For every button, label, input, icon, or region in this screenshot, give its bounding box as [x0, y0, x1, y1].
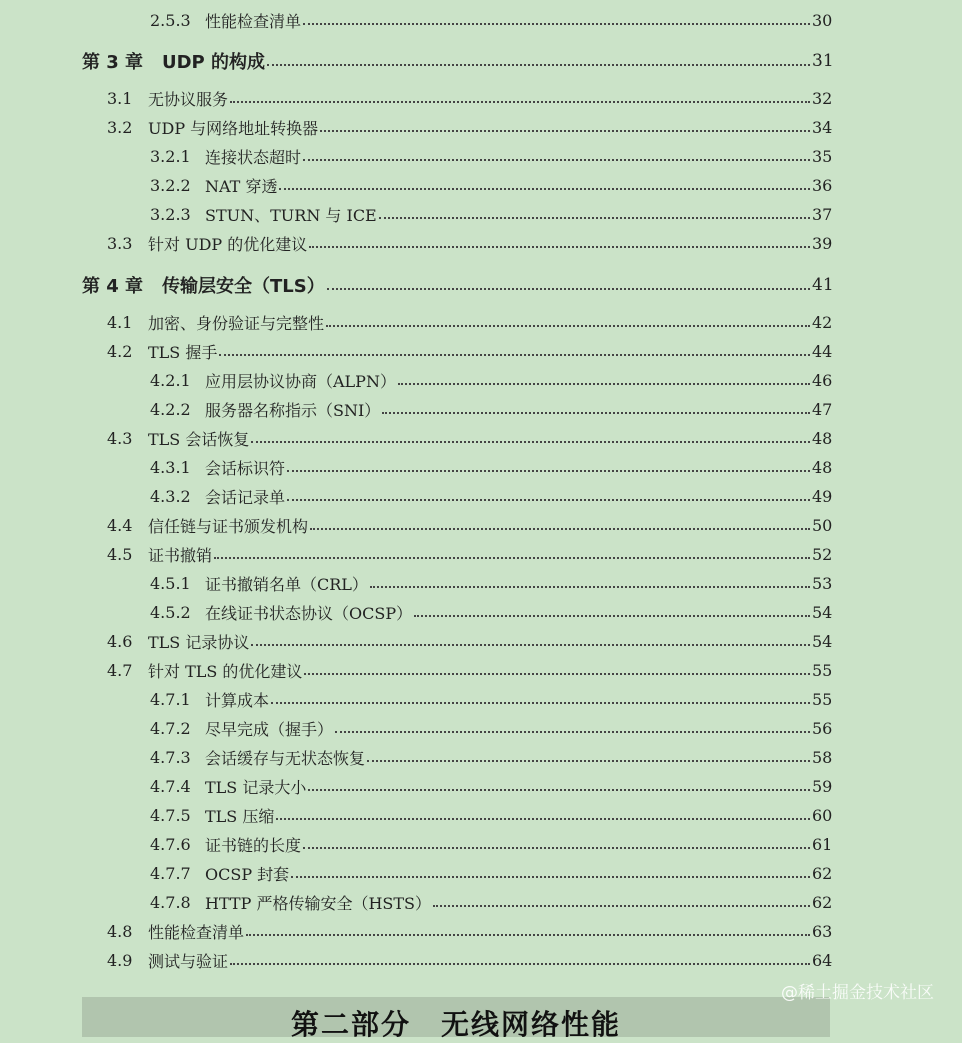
- toc-leader-dots: [310, 526, 810, 530]
- toc-leader-dots: [287, 497, 810, 501]
- toc-row[interactable]: [0, 173, 962, 197]
- toc-row[interactable]: [0, 861, 962, 885]
- toc-title: UDP 与网络地址转换器: [148, 118, 319, 138]
- toc-page-number: 62: [812, 863, 833, 883]
- toc-title: TLS 会话恢复: [148, 429, 250, 449]
- toc-title: 证书撤销名单（CRL）: [205, 574, 368, 594]
- toc-row[interactable]: [0, 202, 962, 226]
- toc-row[interactable]: [0, 455, 962, 479]
- toc-leader-dots: [308, 787, 810, 791]
- toc-number: 3.3: [107, 233, 133, 253]
- toc-title: 在线证书状态协议（OCSP）: [205, 603, 413, 623]
- toc-title: 传输层安全（TLS）: [162, 276, 325, 297]
- toc-leader-dots: [276, 816, 810, 820]
- toc-title: 测试与验证: [148, 951, 229, 971]
- toc-title: HTTP 严格传输安全（HSTS）: [205, 893, 431, 913]
- toc-number: 4.7: [107, 660, 133, 680]
- toc-title: OCSP 封套: [205, 864, 290, 884]
- toc-row[interactable]: [0, 716, 962, 740]
- toc-number: 3.2.2: [150, 175, 191, 195]
- toc-row[interactable]: [0, 310, 962, 334]
- toc-row[interactable]: [0, 513, 962, 537]
- toc-row[interactable]: [0, 86, 962, 110]
- toc-page-number: 42: [812, 312, 833, 332]
- toc-page-number: 58: [812, 747, 833, 767]
- toc-number: 4.2.2: [150, 399, 191, 419]
- toc-leader-dots: [379, 215, 810, 219]
- toc-leader-dots: [433, 903, 810, 907]
- toc-title: 证书撤销: [148, 545, 213, 565]
- toc-number: 4.7.7: [150, 863, 191, 883]
- toc-title: TLS 记录协议: [148, 632, 250, 652]
- toc-number: 2.5.3: [150, 10, 191, 30]
- toc-number: 4.5.1: [150, 573, 191, 593]
- toc-page-number: 52: [812, 544, 833, 564]
- toc-page-number: 34: [812, 117, 833, 137]
- toc-number: 4.7.2: [150, 718, 191, 738]
- toc-leader-dots: [271, 700, 810, 704]
- toc-row[interactable]: [0, 484, 962, 508]
- toc-number: 4.2.1: [150, 370, 191, 390]
- toc-page-number: 30: [812, 10, 833, 30]
- toc-number: 第 3 章: [82, 52, 144, 73]
- toc-title: 会话标识符: [205, 458, 286, 478]
- watermark-text: @稀土掘金技术社区: [781, 983, 934, 1003]
- toc-page-number: 60: [812, 805, 833, 825]
- toc-number: 4.5.2: [150, 602, 191, 622]
- toc-number: 3.2.3: [150, 204, 191, 224]
- toc-row[interactable]: [0, 948, 962, 972]
- toc-row[interactable]: [0, 803, 962, 827]
- toc-page-number: 63: [812, 921, 833, 941]
- toc-chapter-row[interactable]: [0, 49, 962, 73]
- toc-page-number: 56: [812, 718, 833, 738]
- toc-number: 4.7.5: [150, 805, 191, 825]
- toc-leader-dots: [320, 128, 810, 132]
- toc-number: 4.7.1: [150, 689, 191, 709]
- toc-page-number: 55: [812, 689, 833, 709]
- toc-leader-dots: [304, 671, 810, 675]
- toc-row[interactable]: [0, 600, 962, 624]
- toc-leader-dots: [251, 642, 810, 646]
- toc-number: 3.2.1: [150, 146, 191, 166]
- toc-number: 4.5: [107, 544, 133, 564]
- toc-leader-dots: [370, 584, 810, 588]
- toc-number: 4.3: [107, 428, 133, 448]
- toc-row[interactable]: [0, 368, 962, 392]
- toc-leader-dots: [251, 439, 810, 443]
- toc-page-number: 48: [812, 428, 833, 448]
- toc-leader-dots: [246, 932, 810, 936]
- toc-number: 4.4: [107, 515, 133, 535]
- toc-leader-dots: [214, 555, 810, 559]
- toc-page-number: 61: [812, 834, 833, 854]
- toc-leader-dots: [335, 729, 810, 733]
- toc-title: TLS 记录大小: [205, 777, 307, 797]
- toc-title: TLS 压缩: [205, 806, 275, 826]
- toc-number: 4.3.1: [150, 457, 191, 477]
- toc-leader-dots: [303, 157, 810, 161]
- toc-page-number: 44: [812, 341, 833, 361]
- toc-row[interactable]: [0, 426, 962, 450]
- toc-row[interactable]: [0, 629, 962, 653]
- toc-number: 4.8: [107, 921, 133, 941]
- toc-leader-dots: [398, 381, 810, 385]
- toc-title: 会话记录单: [205, 487, 286, 507]
- toc-page-number: 37: [812, 204, 833, 224]
- toc-leader-dots: [219, 352, 810, 356]
- toc-row[interactable]: [0, 745, 962, 769]
- toc-title: 会话缓存与无状态恢复: [205, 748, 366, 768]
- toc-page-number: 39: [812, 233, 833, 253]
- toc-leader-dots: [327, 286, 810, 290]
- toc-row[interactable]: [0, 8, 962, 32]
- part-title: 第二部分 无线网络性能: [290, 1008, 621, 1041]
- toc-leader-dots: [303, 21, 810, 25]
- toc-row[interactable]: [0, 397, 962, 421]
- toc-leader-dots: [287, 468, 810, 472]
- toc-title: 性能检查清单: [148, 922, 245, 942]
- toc-number: 4.6: [107, 631, 133, 651]
- toc-title: TLS 握手: [148, 342, 218, 362]
- toc-page-number: 54: [812, 602, 833, 622]
- toc-title: 证书链的长度: [205, 835, 302, 855]
- toc-title: 服务器名称指示（SNI）: [205, 400, 381, 420]
- toc-title: 加密、身份验证与完整性: [148, 313, 325, 333]
- toc-title: 针对 UDP 的优化建议: [148, 234, 308, 254]
- toc-row[interactable]: [0, 687, 962, 711]
- toc-title: 信任链与证书颁发机构: [148, 516, 309, 536]
- toc-page-number: 62: [812, 892, 833, 912]
- toc-page-number: 47: [812, 399, 833, 419]
- toc-row[interactable]: [0, 231, 962, 255]
- toc-number: 4.3.2: [150, 486, 191, 506]
- toc-page-number: 31: [812, 51, 834, 71]
- toc-leader-dots: [414, 613, 810, 617]
- toc-page-number: 59: [812, 776, 833, 796]
- toc-row[interactable]: [0, 919, 962, 943]
- toc-leader-dots: [382, 410, 810, 414]
- toc-page-number: 41: [812, 275, 834, 295]
- toc-title: 连接状态超时: [205, 147, 302, 167]
- toc-number: 3.2: [107, 117, 133, 137]
- toc-row[interactable]: [0, 890, 962, 914]
- toc-row[interactable]: [0, 658, 962, 682]
- toc-leader-dots: [279, 186, 810, 190]
- toc-page-number: 55: [812, 660, 833, 680]
- toc-title: 计算成本: [205, 690, 270, 710]
- toc-number: 3.1: [107, 88, 133, 108]
- toc-leader-dots: [230, 961, 810, 965]
- toc-title: NAT 穿透: [205, 176, 278, 196]
- toc-page-number: 35: [812, 146, 833, 166]
- toc-page-number: 46: [812, 370, 833, 390]
- toc-number: 4.1: [107, 312, 133, 332]
- part-banner: [82, 997, 830, 1041]
- toc-title: 针对 TLS 的优化建议: [148, 661, 303, 681]
- toc-page-number: 53: [812, 573, 833, 593]
- toc-title: 性能检查清单: [205, 11, 302, 31]
- toc-page-number: 64: [812, 950, 833, 970]
- toc-leader-dots: [309, 244, 810, 248]
- toc-leader-dots: [367, 758, 810, 762]
- toc-number: 4.7.3: [150, 747, 191, 767]
- toc-row[interactable]: [0, 115, 962, 139]
- toc-number: 4.2: [107, 341, 133, 361]
- toc-number: 4.7.8: [150, 892, 191, 912]
- toc-title: UDP 的构成: [162, 52, 266, 73]
- toc-leader-dots: [326, 323, 810, 327]
- toc-page-number: 48: [812, 457, 833, 477]
- toc-leader-dots: [230, 99, 810, 103]
- toc-row[interactable]: [0, 571, 962, 595]
- toc-title: 尽早完成（握手）: [205, 719, 334, 739]
- toc-row[interactable]: [0, 774, 962, 798]
- toc-row[interactable]: [0, 832, 962, 856]
- toc-page-number: 49: [812, 486, 833, 506]
- toc-leader-dots: [291, 874, 810, 878]
- toc-title: 应用层协议协商（ALPN）: [205, 371, 396, 391]
- toc-number: 4.7.4: [150, 776, 191, 796]
- toc-number: 4.9: [107, 950, 133, 970]
- toc-leader-dots: [267, 62, 810, 66]
- toc-title: 无协议服务: [148, 89, 229, 109]
- toc-page-number: 54: [812, 631, 833, 651]
- toc-page-number: 50: [812, 515, 833, 535]
- toc-leader-dots: [303, 845, 810, 849]
- toc-row[interactable]: [0, 542, 962, 566]
- toc-row[interactable]: [0, 339, 962, 363]
- toc-page-number: 32: [812, 88, 833, 108]
- toc-chapter-row[interactable]: [0, 273, 962, 297]
- toc-title: STUN、TURN 与 ICE: [205, 205, 377, 225]
- toc-number: 第 4 章: [82, 276, 144, 297]
- toc-row[interactable]: [0, 144, 962, 168]
- toc-page-number: 36: [812, 175, 833, 195]
- toc-number: 4.7.6: [150, 834, 191, 854]
